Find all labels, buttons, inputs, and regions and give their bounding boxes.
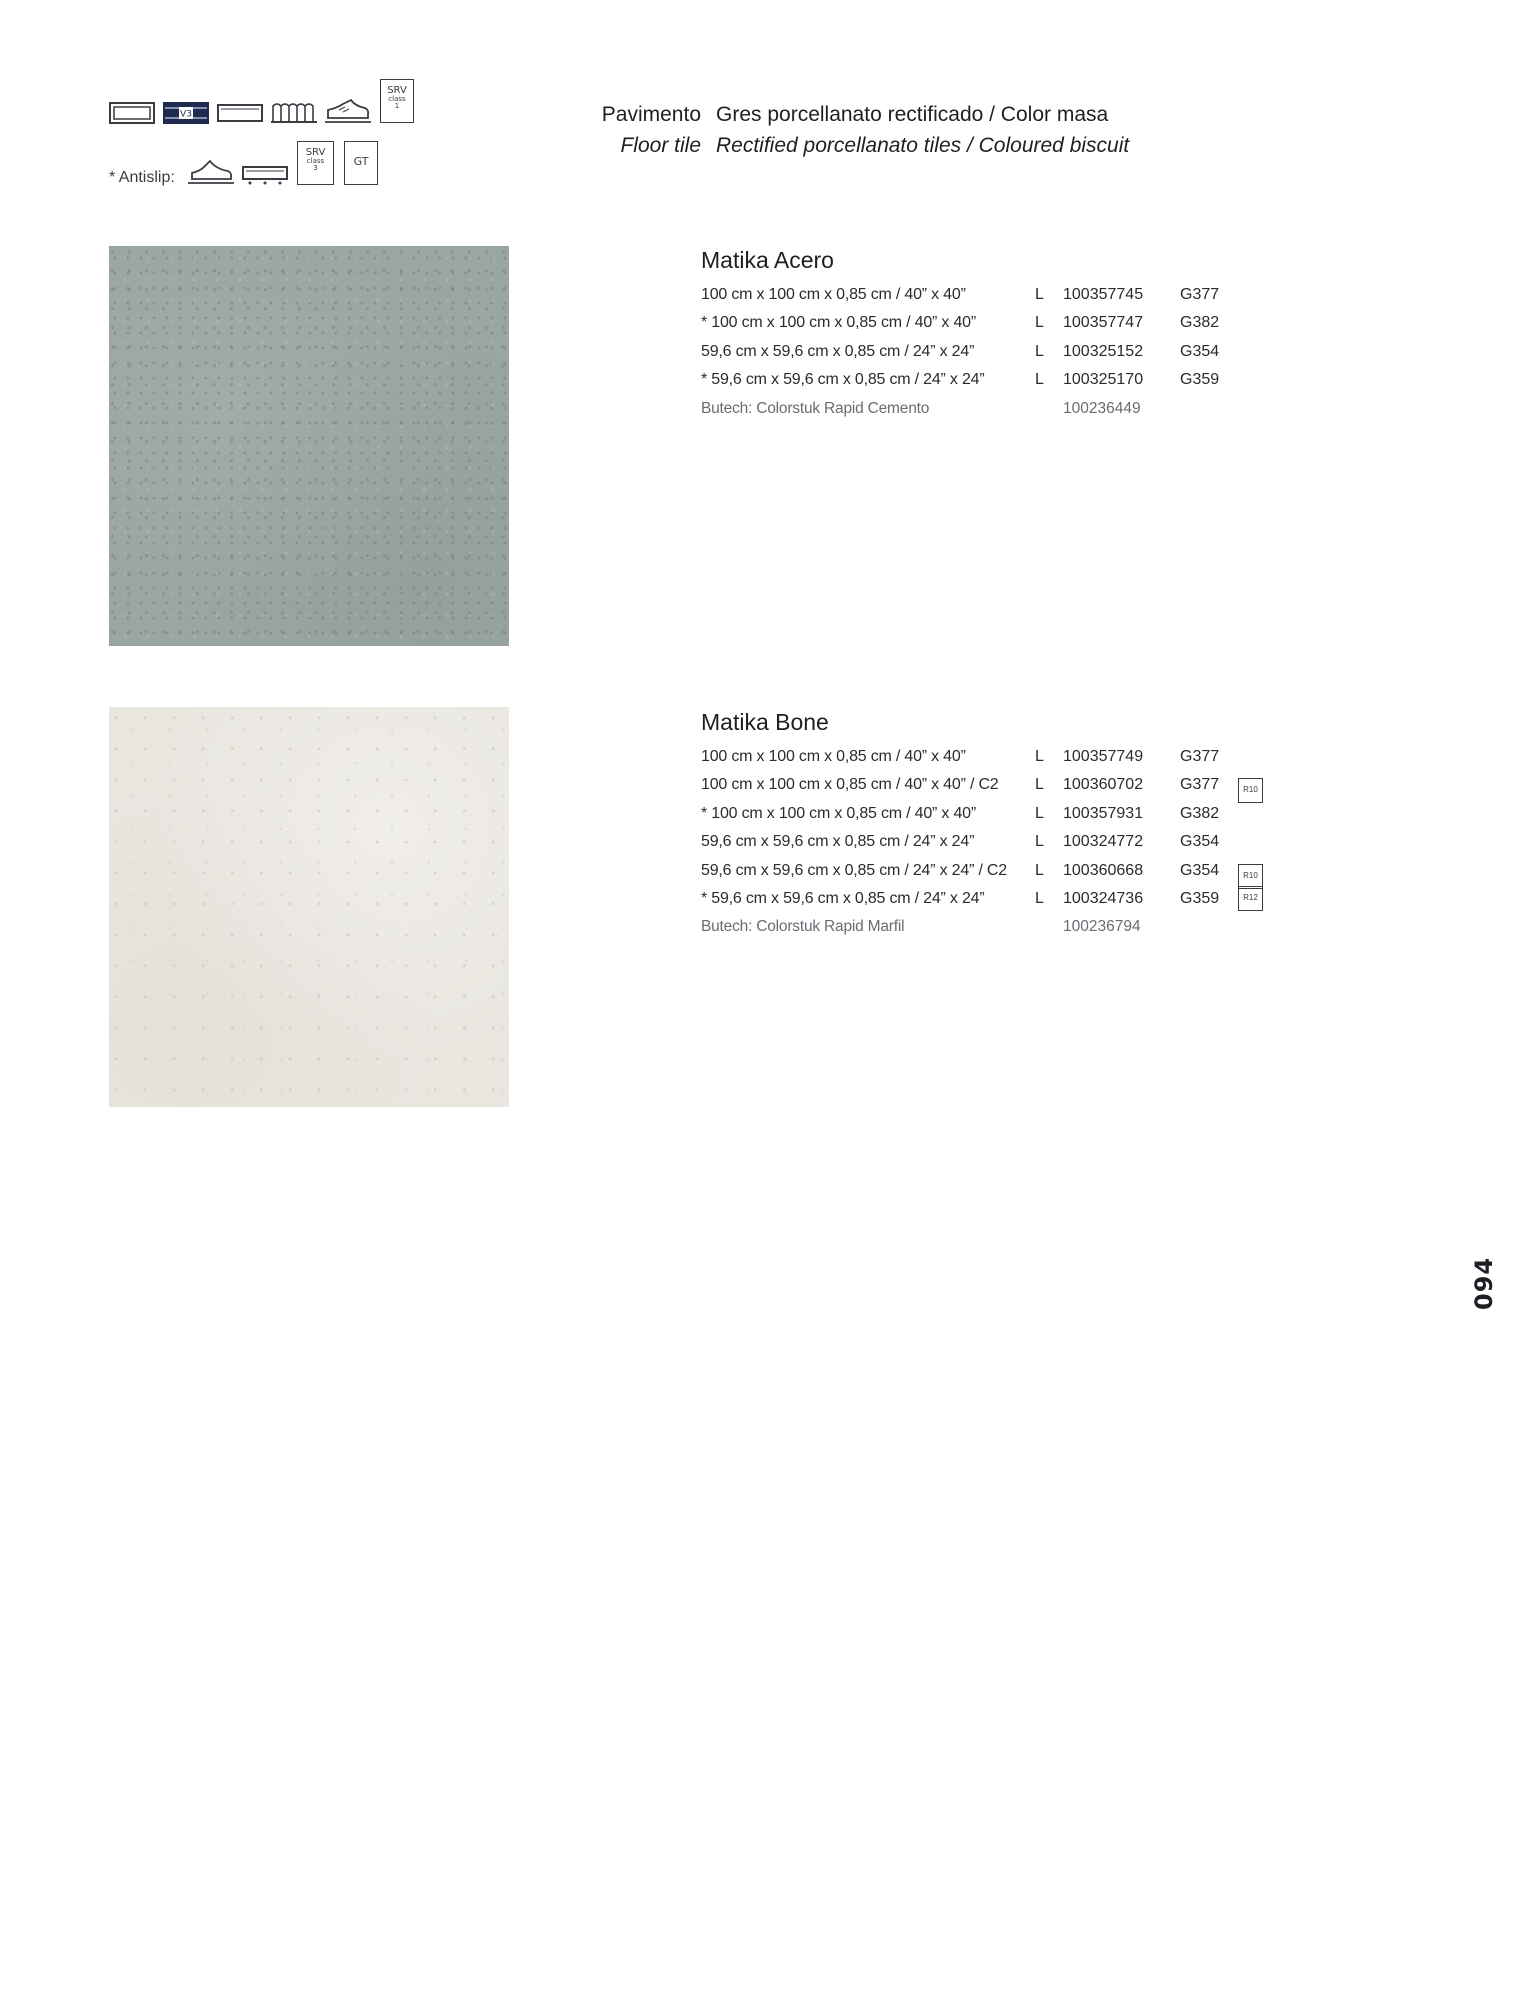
wall-tile-icon: [109, 102, 155, 124]
spec-group: G377: [1180, 286, 1220, 303]
antislip-r12-badge: R12: [1238, 886, 1263, 911]
spec-group: G354: [1180, 342, 1220, 360]
product-spec-list: [701, 748, 1301, 947]
butech-code: 100236449: [1063, 399, 1141, 417]
butech-code: 100236794: [1063, 918, 1141, 936]
spec-row: [701, 805, 1301, 833]
description-en: Rectified porcellanato tiles / Coloured biscuit: [716, 134, 1130, 157]
spec-l: L: [1035, 371, 1044, 389]
spec-l: L: [1035, 342, 1044, 360]
spec-row: [701, 286, 1301, 314]
spec-code: 100324736: [1063, 889, 1144, 907]
butech-label: Butech: Colorstuk Rapid Cemento: [701, 399, 930, 417]
category-en: Floor tile: [620, 134, 701, 157]
svg-text:V3: V3: [180, 109, 192, 120]
spec-row: [701, 314, 1301, 342]
butech-row: [701, 918, 1301, 946]
spec-size: * 100 cm x 100 cm x 0,85 cm / 40” x 40”: [701, 314, 976, 332]
spec-size: 59,6 cm x 59,6 cm x 0,85 cm / 24” x 24”: [701, 833, 975, 851]
spec-l: L: [1035, 861, 1044, 879]
spec-code: 100325170: [1063, 371, 1144, 389]
srv-class-1-sub1: class: [388, 95, 406, 103]
spec-code: 100357749: [1063, 748, 1144, 765]
antislip-r10-badge: R10: [1238, 864, 1263, 889]
spec-l: L: [1035, 776, 1044, 794]
spec-l: L: [1035, 889, 1044, 907]
spec-group: G359: [1180, 371, 1220, 389]
product-spec-list: [701, 286, 1301, 428]
spec-code: 100357931: [1063, 804, 1144, 822]
shoe-slip-icon: [188, 157, 234, 187]
spec-row: [701, 343, 1301, 371]
spec-size: 100 cm x 100 cm x 0,85 cm / 40” x 40”: [701, 286, 966, 303]
spec-group: G354: [1180, 861, 1220, 879]
product-title: Matika Bone: [701, 709, 829, 735]
spec-size: 100 cm x 100 cm x 0,85 cm / 40” x 40” / C2: [701, 776, 999, 794]
gt-badge: [344, 141, 378, 185]
outdoor-floor-icon: [242, 164, 288, 186]
srv-class-1-badge: [380, 79, 414, 123]
spec-row: [701, 833, 1301, 861]
spec-size: 59,6 cm x 59,6 cm x 0,85 cm / 24” x 24”: [701, 342, 975, 360]
spec-code: 100325152: [1063, 342, 1144, 360]
spec-group: G377: [1180, 776, 1220, 794]
antislip-label: * Antislip:: [109, 169, 175, 186]
spec-size: 59,6 cm x 59,6 cm x 0,85 cm / 24” x 24” / C2: [701, 861, 1007, 879]
category-es: Pavimento: [601, 103, 701, 126]
gt-badge-label: GT: [353, 155, 369, 168]
srv-class-1-sub2: 1: [394, 102, 400, 110]
spec-l: L: [1035, 748, 1044, 765]
spec-row: [701, 776, 1301, 804]
spec-l: L: [1035, 314, 1044, 332]
spec-size: * 100 cm x 100 cm x 0,85 cm / 40” x 40”: [701, 804, 976, 822]
outdoor-wall-icon: [271, 100, 317, 124]
spec-group: G359: [1180, 889, 1220, 907]
spec-l: L: [1035, 804, 1044, 822]
butech-label: Butech: Colorstuk Rapid Marfil: [701, 918, 905, 936]
tile-swatch-matika-acero: [109, 246, 509, 646]
srv-class-3-top: SRV: [305, 147, 326, 158]
spec-code: 100360668: [1063, 861, 1144, 879]
product-title: Matika Acero: [701, 247, 834, 273]
srv-class-1-top: SRV: [387, 85, 407, 96]
srv-class-3-badge: [297, 141, 334, 185]
spec-row: [701, 371, 1301, 399]
spec-row: [701, 862, 1301, 890]
antislip-r10-badge: R10: [1238, 778, 1263, 803]
spec-row: [701, 748, 1301, 776]
srv-class-3-sub2: 3: [313, 164, 318, 172]
floor-slab-icon: [217, 102, 263, 124]
v3-variation-icon: [163, 102, 209, 124]
shoe-traffic-icon: [325, 96, 371, 124]
spec-size: * 59,6 cm x 59,6 cm x 0,85 cm / 24” x 24”: [701, 889, 985, 907]
spec-group: G382: [1180, 804, 1220, 822]
spec-code: 100360702: [1063, 776, 1144, 794]
tile-swatch-matika-bone: [109, 707, 509, 1107]
spec-code: 100357747: [1063, 314, 1144, 332]
srv-class-3-sub1: class: [306, 157, 325, 165]
butech-row: [701, 400, 1301, 428]
spec-l: L: [1035, 286, 1044, 303]
spec-code: 100357745: [1063, 286, 1144, 303]
spec-group: G377: [1180, 748, 1220, 765]
spec-size: * 59,6 cm x 59,6 cm x 0,85 cm / 24” x 24”: [701, 371, 985, 389]
description-es: Gres porcellanato rectificado / Color masa: [716, 103, 1109, 126]
spec-group: G354: [1180, 833, 1220, 851]
spec-row: [701, 890, 1301, 918]
spec-l: L: [1035, 833, 1044, 851]
spec-code: 100324772: [1063, 833, 1144, 851]
spec-group: G382: [1180, 314, 1220, 332]
page-number: 094: [1470, 1256, 1498, 1310]
spec-size: 100 cm x 100 cm x 0,85 cm / 40” x 40”: [701, 748, 966, 765]
